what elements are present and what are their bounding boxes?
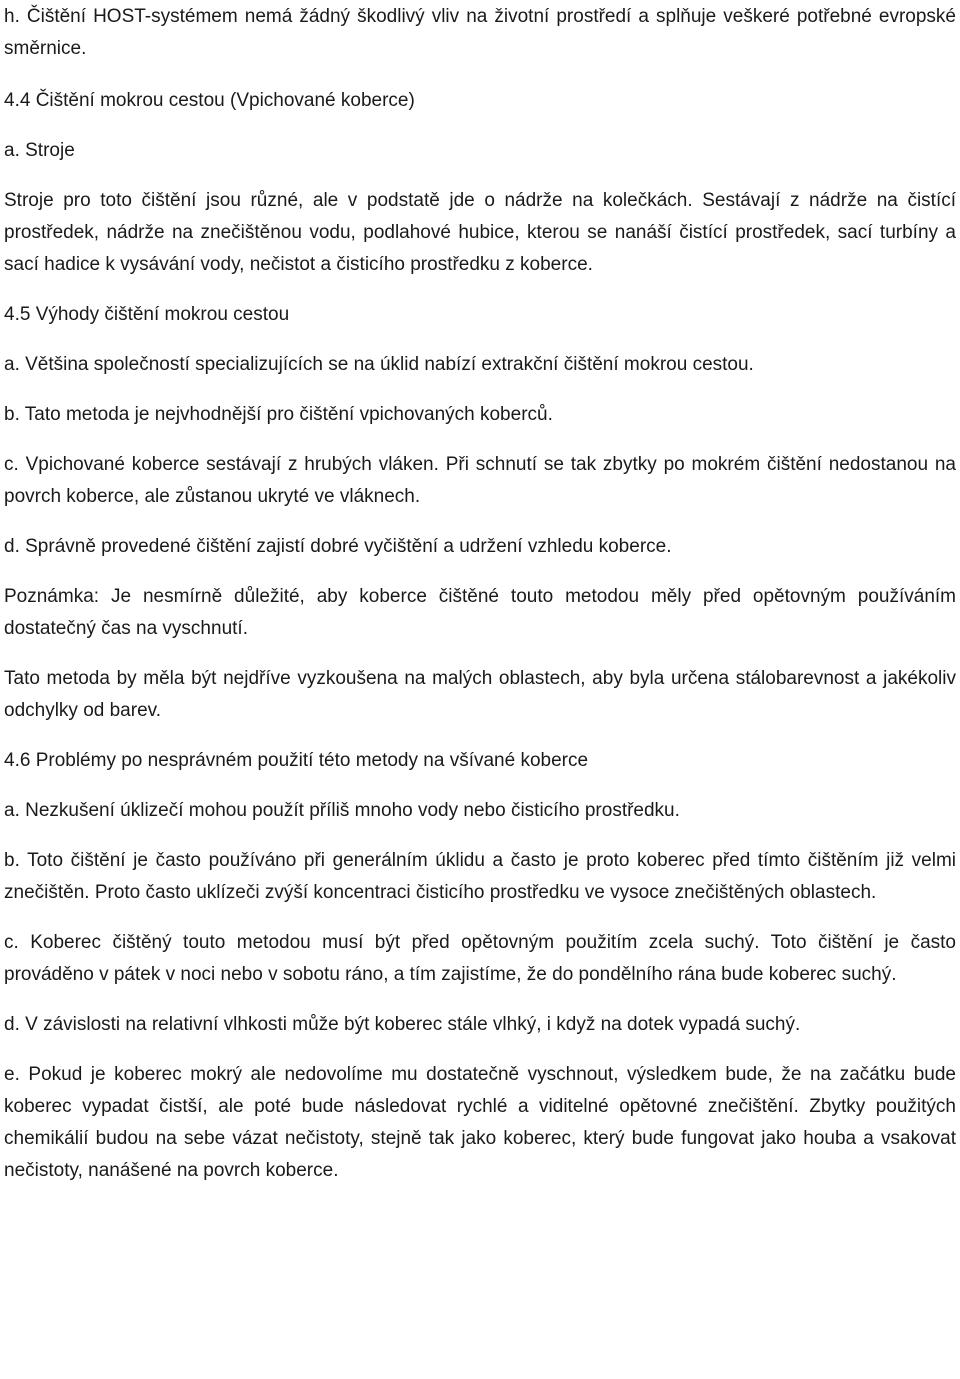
list-item-4-5-a: a. Většina společností specializujících se na úklid nabízí extrakční čištění mokrou cestou. [4,354,754,375]
paragraph-note: Poznámka: Je nesmírně důležité, aby koberce čištěné touto metodou měly před opětovným používáním dostatečný čas na vyschnutí. [4,586,956,639]
paragraph-stroje-description: Stroje pro toto čištění jsou různé, ale v podstatě jde o nádrže na kolečkách. Sestávají z nádrže na čistící prostředek, nádrže na znečištěnou vodu, podlahové hubice, kterou se nanáší čistící prostředek, sací turbíny a sací hadice k vysávání vody, nečistot a čisticího prostředku z koberce. [4,190,956,275]
list-item-4-6-b: b. Toto čištění je často používáno při generálním úklidu a často je proto koberec před tímto čištěním již velmi znečištěn. Proto často uklízeči zvýší koncentraci čisticího prostředku ve vysoce znečištěných oblastech. [4,850,956,903]
heading-4-4: 4.4 Čištění mokrou cestou (Vpichované koberce) [4,90,415,111]
heading-4-6: 4.6 Problémy po nesprávném použití této metody na všívané koberce [4,750,589,771]
heading-4-5: 4.5 Výhody čištění mokrou cestou [4,304,290,325]
paragraph-h-host-system: h. Čištění HOST-systémem nemá žádný škodlivý vliv na životní prostředí a splňuje veškeré potřebné evropské směrnice. [4,6,956,59]
list-item-4-6-d: d. V závislosti na relativní vlhkosti může být koberec stále vlhký, i když na dotek vypadá suchý. [4,1014,801,1035]
paragraph-test-method: Tato metoda by měla být nejdříve vyzkoušena na malých oblastech, aby byla určena stálobarevnost a jakékoliv odchylky od barev. [4,668,956,721]
list-item-4-6-c: c. Koberec čištěný touto metodou musí být před opětovným použitím zcela suchý. Toto čištění je často prováděno v pátek v noci nebo v sobotu ráno, a tím zajistíme, že do pondělního rána bude koberec suchý. [4,932,956,985]
list-item-4-6-a: a. Nezkušení úklizečí mohou použít příliš mnoho vody nebo čisticího prostředku. [4,800,680,821]
list-item-4-5-d: d. Správně provedené čištění zajistí dobré vyčištění a udržení vzhledu koberce. [4,536,672,557]
list-item-4-5-c: c. Vpichované koberce sestávají z hrubých vláken. Při schnutí se tak zbytky po mokrém čištění nedostanou na povrch koberce, ale zůstanou ukryté ve vláknech. [4,454,956,507]
list-item-4-5-b: b. Tato metoda je nejvhodnější pro čištění vpichovaných koberců. [4,404,553,425]
list-item-4-6-e: e. Pokud je koberec mokrý ale nedovolíme mu dostatečně vyschnout, výsledkem bude, že na začátku bude koberec vypadat čistší, ale poté bude následovat rychlé a viditelné opětovné znečištění. Zbytky použitých chemikálií budou na sebe vázat nečistoty, stejně tak jako koberec, který bude fungovat jako houba a vsakovat nečistoty, nanášené na povrch koberce. [4,1064,956,1181]
subheading-a-stroje: a. Stroje [4,140,75,161]
